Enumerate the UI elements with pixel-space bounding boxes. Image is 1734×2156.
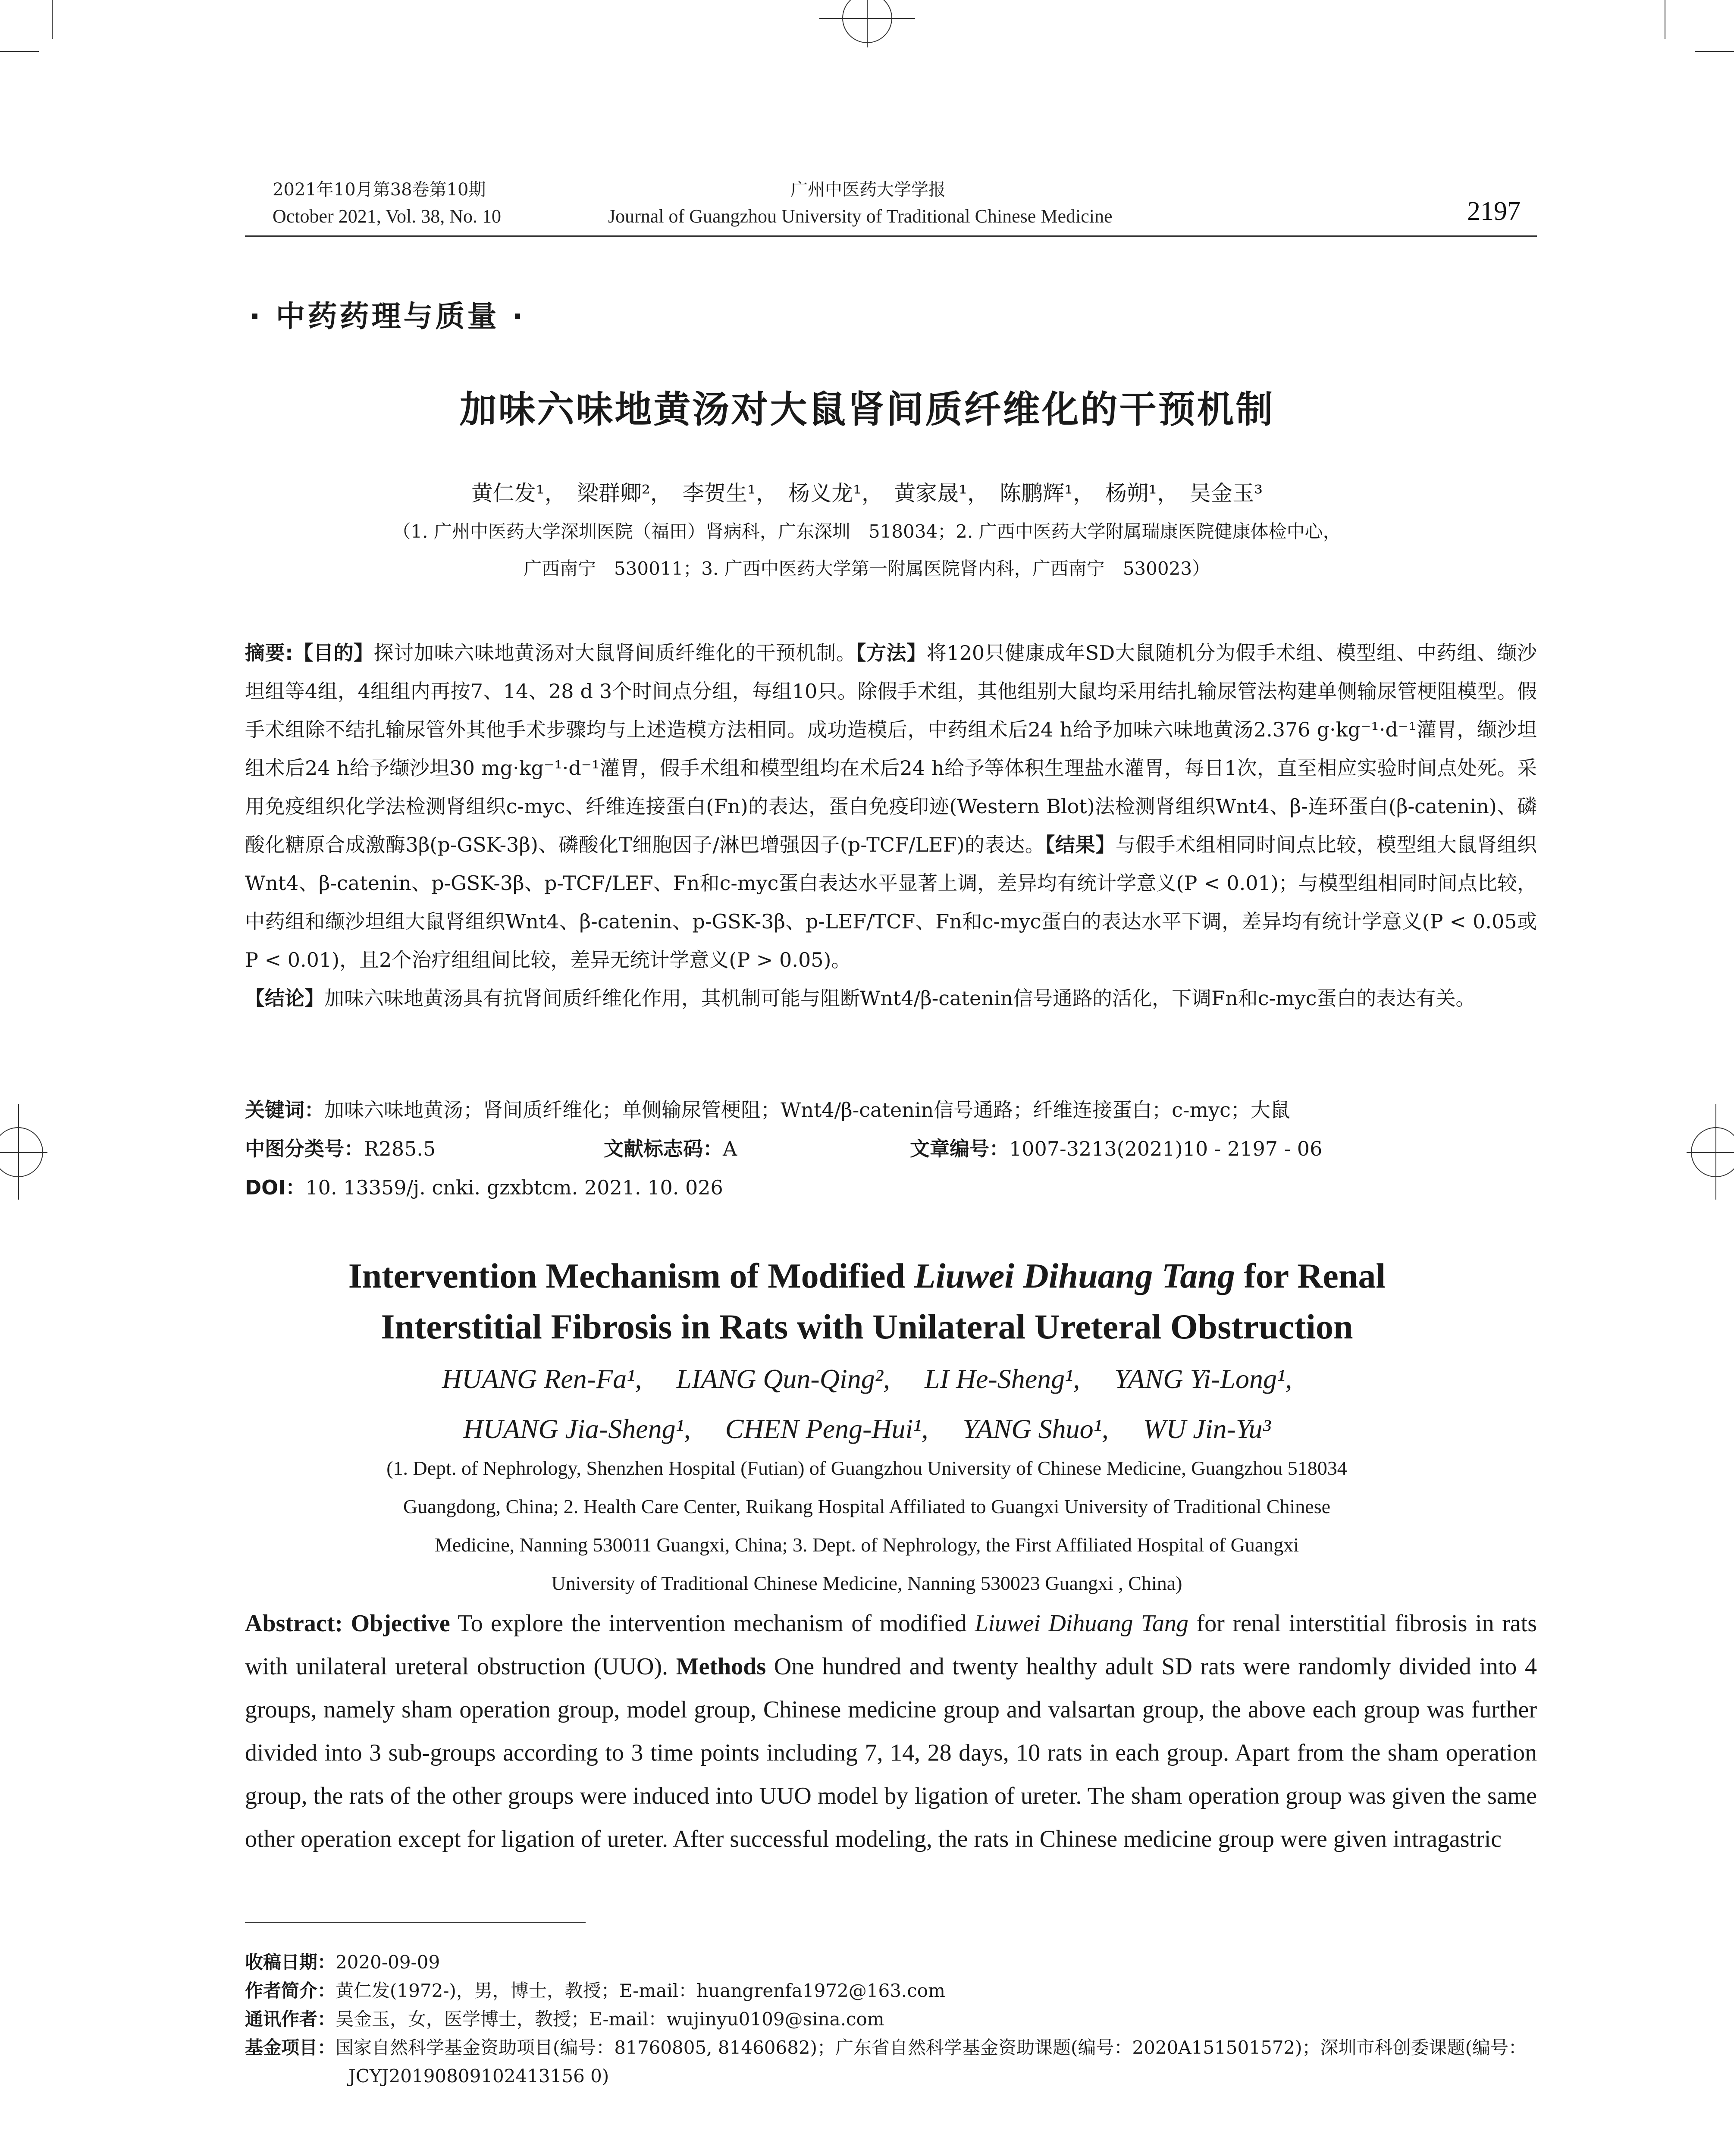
- article-value: 1007-3213(2021)10 - 2197 - 06: [1009, 1137, 1323, 1160]
- methods-zh: 将120只健康成年SD大鼠随机分为假手术组、模型组、中药组、缬沙坦组等4组，4组组内再按7、14、28 d 3个时间点分组，每组10只。除假手术组，其他组别大鼠均采用结扎输尿管法构建单侧输尿管梗阻模型。假手术组除不结扎输尿管外其他手术步骤均与上述造模方法相同。成功造模后，中药组术后24 h给予加味六味地黄汤2.376 g·kg⁻¹·d⁻¹灌胃，缬沙坦组术后24 h给予缬沙坦30 mg·kg⁻¹·d⁻¹灌胃，假手术组和模型组均在术后24 h给予等体积生理盐水灌胃，每日1次，直至相应实验时间点处死。采用免疫组织化学法检测肾组织c-myc、纤维连接蛋白(Fn)的表达，蛋白免疫印迹(Western Blot)法检测肾组织Wnt4、β-连环蛋白(β-catenin)、磷酸化糖原合成激酶3β(p-GSK-3β)、磷酸化T细胞因子/淋巴增强因子(p-TCF/LEF)的表达。: [245, 641, 1537, 856]
- affiliation-zh-line: （1. 广州中医药大学深圳医院（福田）肾病科，广东深圳 518034；2. 广西中医药大学附属瑞康医院健康体检中心，: [392, 521, 1341, 542]
- header-journal-en: Journal of Guangzhou University of Traditional Chinese Medicine: [608, 206, 1113, 227]
- objective-zh: 探讨加味六味地黄汤对大鼠肾间质纤维化的干预机制。: [373, 641, 856, 664]
- footnote-received: 收稿日期：2020-09-09: [245, 1952, 440, 1973]
- keywords: [245, 1091, 1537, 1129]
- footnotes: [245, 1948, 1537, 2090]
- authors-en-line: HUANG Ren-Fa¹, LIANG Qun-Qing², LI He-Sheng¹, YANG Yi-Long¹,: [442, 1363, 1292, 1394]
- abstract-en: Abstract: Objective To explore the intervention mechanism of modified Liuwei Dihuang Tang for renal interstitial fibrosis in rats with unilateral ureteral obstruction (UUO). Methods One hundred and twenty healthy adult SD rats were randomly divided into 4 groups, namely sham operation group, model group, Chinese medicine group and valsartan group, the above each group was further divided into 3 sub-groups according to 3 time points including 7, 14, 28 days, 10 rats in each group. Apart from the sham operation group, the rats of the other groups were induced into UUO model by ligation of ureter. The sham operation group was given the same other operation except for ligation of ureter. After successful modeling, the rats in Chinese medicine group were given intragastric: [245, 1610, 1537, 1852]
- title-en-line-1: Intervention Mechanism of Modified Liuwei Dihuang Tang for Renal: [348, 1256, 1386, 1295]
- article-label: 文章编号：: [910, 1137, 1009, 1160]
- methods-en: One hundred and twenty healthy adult SD rats were randomly divided into 4 groups, namely sham operation group, model group, Chinese medicine group and valsartan group, the above each group was further divided into 3 sub-groups according to 3 time points including 7, 14, 28 days, 10 rats in each group. Apart from the sham operation group, the rats of the other groups were induced into UUO model by ligation of ureter. The sham operation group was given the same other operation except for ligation of ureter. After successful modeling, the rats in Chinese medicine group were given intragastric: [245, 1653, 1537, 1852]
- affiliation-zh: [129, 513, 1604, 587]
- clc-number: [245, 1130, 436, 1168]
- title-en-herbal-name: Liuwei Dihuang Tang: [914, 1256, 1235, 1295]
- affiliation-zh-line: 广西南宁 530011；3. 广西中医药大学第一附属医院肾内科，广西南宁 530023）: [523, 558, 1210, 579]
- page-number: 2197: [1467, 197, 1521, 226]
- title-zh: 加味六味地黄汤对大鼠肾间质纤维化的干预机制: [459, 388, 1275, 431]
- authors-en: [0, 1354, 1734, 1454]
- footnote-funding: 基金项目：国家自然科学基金资助项目(编号：81760805, 81460682)；广东省自然科学基金资助课题(编号：2020A151501572)；深圳市科创委课题(编号：JCYJ20190809102413156 0): [245, 2037, 1527, 2087]
- conclusion-zh: 加味六味地黄汤具有抗肾间质纤维化作用，其机制可能与阻断Wnt4/β-catenin信号通路的活化，下调Fn和c-myc蛋白的表达有关。: [324, 987, 1476, 1010]
- objective-label-en: Objective: [351, 1610, 450, 1637]
- abstract-en-label: Abstract:: [245, 1610, 343, 1637]
- abstract-zh-label: 摘要:: [245, 641, 293, 664]
- methods-label-zh: 【方法】: [856, 641, 927, 664]
- header-journal-zh: 广州中医药大学学报: [790, 180, 946, 200]
- doc-value: A: [723, 1137, 737, 1160]
- affiliation-en-line: (1. Dept. of Nephrology, Shenzhen Hospital (Futian) of Guangzhou University of Chinese Medicine, Guangzhou 518034: [386, 1457, 1347, 1479]
- authors-en-line: HUANG Jia-Sheng¹, CHEN Peng-Hui¹, YANG Shuo¹, WU Jin-Yu³: [463, 1413, 1271, 1444]
- abstract-zh: [245, 634, 1537, 1018]
- authors-zh: 黄仁发¹， 梁群卿²， 李贺生¹， 杨义龙¹， 黄家晟¹， 陈鹏辉¹， 杨朔¹， 吴金玉³: [471, 481, 1263, 506]
- crop-mark: [0, 51, 39, 52]
- footnote-rule: [245, 1922, 586, 1923]
- keywords-label: 关键词：: [245, 1098, 324, 1122]
- title-en-line-2: Interstitial Fibrosis in Rats with Unilateral Ureteral Obstruction: [381, 1307, 1353, 1346]
- affiliation-en-line: University of Traditional Chinese Medicine, Nanning 530023 Guangxi , China): [551, 1572, 1182, 1594]
- title-en: [0, 1250, 1734, 1352]
- article-number: [910, 1130, 1322, 1168]
- clc-label: 中图分类号：: [245, 1137, 364, 1160]
- header-issue-en: October 2021, Vol. 38, No. 10: [273, 206, 502, 227]
- doi-value: 10. 13359/j. cnki. gzxbtcm. 2021. 10. 026: [305, 1176, 723, 1199]
- header-rule: [245, 235, 1537, 237]
- affiliation-en: [241, 1449, 1492, 1602]
- crop-mark: [52, 0, 53, 39]
- results-label-zh: 【结果】: [1045, 833, 1116, 856]
- conclusion-label-zh: 【结论】: [245, 987, 324, 1010]
- doi: [245, 1169, 723, 1207]
- header-issue-zh: 2021年10月第38卷第10期: [273, 180, 486, 200]
- doc-label: 文献标志码：: [604, 1137, 723, 1160]
- affiliation-en-line: Medicine, Nanning 530011 Guangxi, China; 3. Dept. of Nephrology, the First Affiliated Hospital of Guangxi: [434, 1534, 1299, 1556]
- methods-label-en: Methods: [676, 1653, 766, 1680]
- document-code: [604, 1130, 737, 1168]
- doi-label: DOI：: [245, 1176, 306, 1199]
- results-zh: 与假手术组相同时间点比较，模型组大鼠肾组织Wnt4、β-catenin、p-GSK-3β、p-TCF/LEF、Fn和c-myc蛋白表达水平显著上调，差异均有统计学意义(P < 0.01)；与模型组相同时间点比较，中药组和缬沙坦组大鼠肾组织Wnt4、β-catenin、p-GSK-3β、p-LEF/TCF、Fn和c-myc蛋白的表达水平下调，差异均有统计学意义(P < 0.05或P < 0.01)，且2个治疗组组间比较，差异无统计学意义(P > 0.05)。: [245, 833, 1537, 971]
- abstract-en-herbal-name: Liuwei Dihuang Tang: [975, 1610, 1188, 1637]
- affiliation-en-line: Guangdong, China; 2. Health Care Center, Ruikang Hospital Affiliated to Guangxi University of Traditional Chinese: [403, 1495, 1331, 1517]
- footnote-author: 作者简介：黄仁发(1972-)，男，博士，教授；E-mail：huangrenfa1972@163.com: [245, 1980, 945, 2001]
- section-heading: · 中药药理与质量 ·: [249, 300, 526, 334]
- clc-value: R285.5: [364, 1137, 436, 1160]
- objective-label-zh: 【目的】: [293, 641, 374, 664]
- keywords-text: 加味六味地黄汤；肾间质纤维化；单侧输尿管梗阻；Wnt4/β-catenin信号通路；纤维连接蛋白；c-myc；大鼠: [324, 1098, 1290, 1122]
- crop-mark: [1695, 51, 1734, 52]
- footnote-correspondence: 通讯作者：吴金玉，女，医学博士，教授；E-mail：wujinyu0109@sina.com: [245, 2009, 884, 2030]
